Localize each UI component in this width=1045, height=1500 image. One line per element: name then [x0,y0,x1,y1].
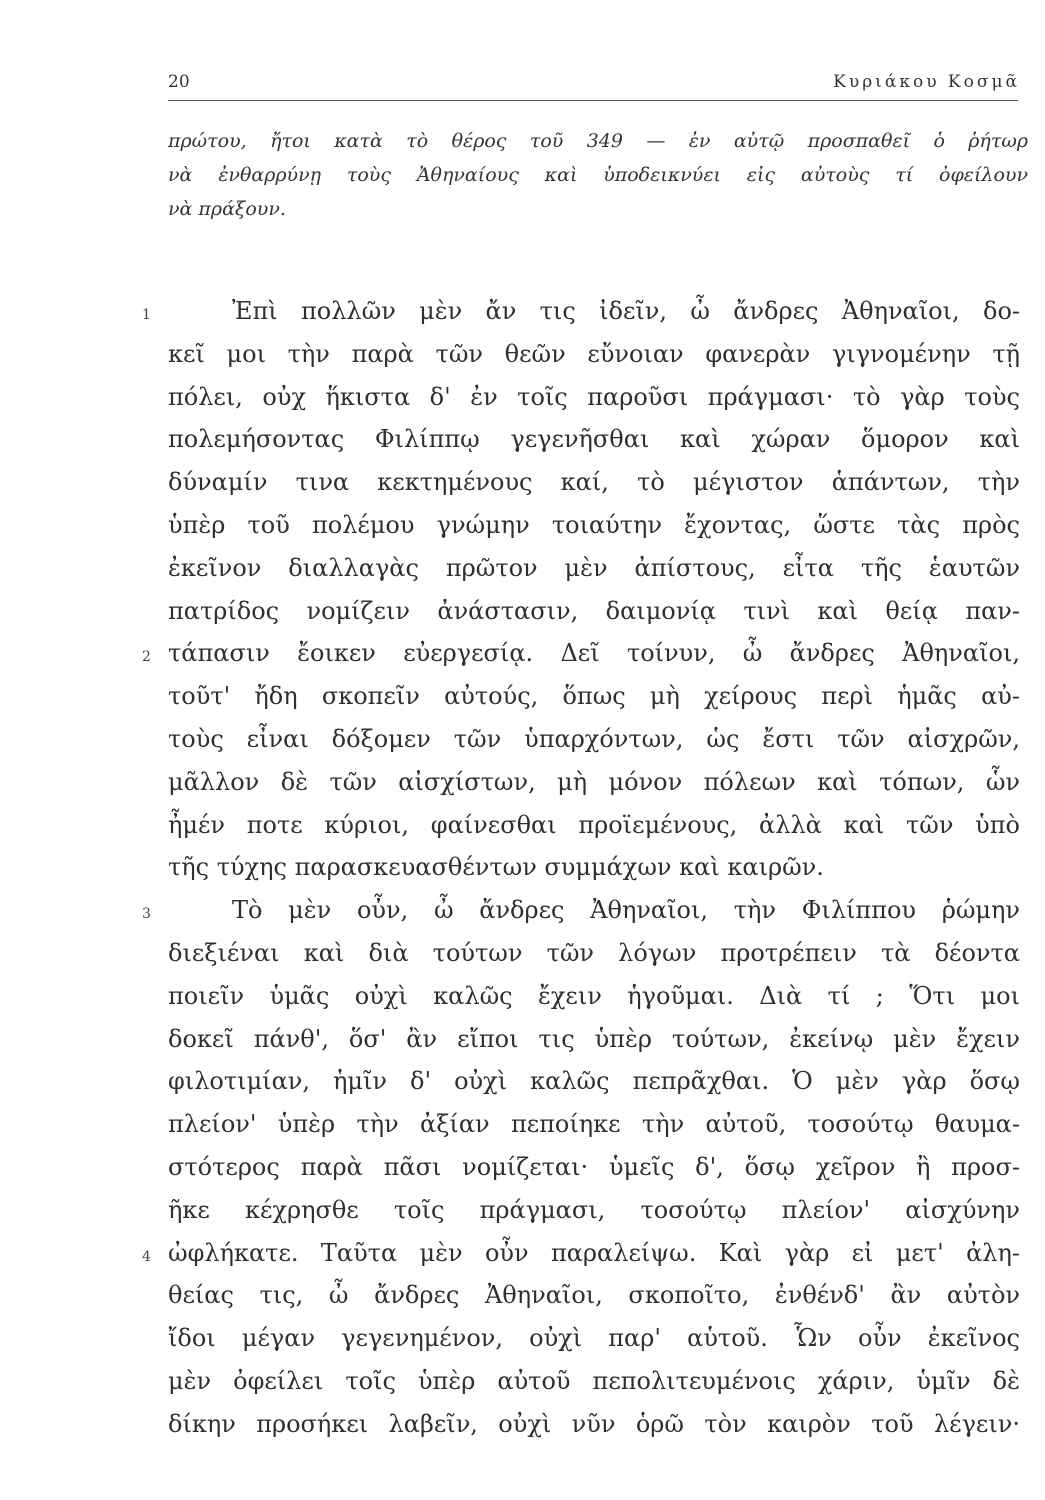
section-number: 1 [142,307,151,323]
summary-line: νὰ ἐνθαρρύνῃ τοὺς Ἀθηναίους καὶ ὑποδεικνύει εἰς αὐτοὺς τί ὀφείλουν [168,164,1028,186]
text-line [142,632,1020,675]
text-line [168,1018,1020,1061]
text-line-content: στότερος παρὰ πᾶσι νομίζεται· ὑμεῖς δ', ὅσῳ χεῖρον ἢ προσ- [168,1152,1020,1181]
text-line [168,846,1020,889]
text-line [168,718,1020,761]
text-line [168,1317,1020,1360]
text-line-content: πατρίδος νομίζειν ἀνάστασιν, δαιμονίᾳ τινὶ καὶ θείᾳ παν- [168,596,1020,625]
text-line [168,1403,1020,1446]
text-line-content: θείας τις, ὦ ἄνδρες Ἀθηναῖοι, σκοποῖτο, ἐνθένδ' ἂν αὐτὸν [168,1281,1020,1310]
text-line-content: δοκεῖ πάνθ', ὅσ' ἂν εἴποι τις ὑπὲρ τούτων, ἐκείνῳ μὲν ἔχειν [168,1024,1020,1053]
text-line [168,975,1020,1018]
text-line [168,1360,1020,1403]
text-line [168,547,1020,590]
text-line [168,504,1020,547]
text-line-content: μᾶλλον δὲ τῶν αἰσχίστων, μὴ μόνον πόλεων καὶ τόπων, ὧν [168,767,1020,796]
text-line-content: πόλει, οὐχ ἥκιστα δ' ἐν τοῖς παροῦσι πράγμασι· τὸ γὰρ τοὺς [168,382,1020,411]
text-line-content: τάπασιν ἔοικεν εὐεργεσίᾳ. Δεῖ τοίνυν, ὦ ἄνδρες Ἀθηναῖοι, [168,639,1020,668]
text-line-content: ῆκε κέχρησθε τοῖς πράγμασι, τοσούτῳ πλείον' αἰσχύνην [168,1195,1020,1224]
text-line [168,1189,1020,1232]
text-line-content: ποιεῖν ὑμᾶς οὐχὶ καλῶς ἔχειν ἡγοῦμαι. Διὰ τί ; Ὅτι μοι [168,981,1020,1010]
text-line-content: τοὺς εἶναι δόξομεν τῶν ὑπαρχόντων, ὡς ἔστι τῶν αἰσχρῶν, [168,724,1020,753]
text-line-content: τοῦτ' ἤδη σκοπεῖν αὐτούς, ὅπως μὴ χείρους περὶ ἡμᾶς αὐ- [168,682,1020,711]
text-line-content: πλείον' ὑπὲρ τὴν ἀξίαν πεποίηκε τὴν αὐτοῦ, τοσούτῳ θαυμα- [168,1110,1020,1139]
section-number: 3 [142,906,151,923]
page-number: 20 [168,72,190,92]
text-line-content: τῆς τύχης παρασκευασθέντων συμμάχων καὶ καιρῶν. [168,853,824,882]
text-line [168,376,1020,419]
text-line-content: ἴδοι μέγαν γεγενημένον, οὐχὶ παρ' αὑτοῦ. Ὧν οὖν ἐκεῖνος [168,1324,1020,1353]
text-line [168,1274,1020,1317]
text-line-content: ἐκεῖνον διαλλαγὰς πρῶτον μὲν ἀπίστους, εἶτα τῆς ἑαυτῶν [168,553,1020,582]
text-line [168,761,1020,804]
running-head: Κυριάκου Κοσμᾶ [833,72,1020,92]
text-line [168,1146,1020,1189]
text-line-content: κεῖ μοι τὴν παρὰ τῶν θεῶν εὔνοιαν φανερὰν γιγνομένην τῇ [168,339,1020,368]
text-line [142,889,1020,932]
text-line [168,1103,1020,1146]
summary-paragraph [168,124,1028,226]
text-line [168,418,1020,461]
text-line-content: ἦμέν ποτε κύριοι, φαίνεσθαι προϊεμένους, ἀλλὰ καὶ τῶν ὑπὸ [168,810,1020,839]
summary-line: πρώτου, ἤτοι κατὰ τὸ θέρος τοῦ 349 — ἐν αὐτῷ προσπαθεῖ ὁ ῥήτωρ [168,130,1028,152]
text-line [168,675,1020,718]
header-rule [168,100,1018,101]
text-line-content: φιλοτιμίαν, ἡμῖν δ' οὐχὶ καλῶς πεπρᾶχθαι. Ὁ μὲν γὰρ ὅσῳ [168,1067,1020,1096]
text-line [168,804,1020,847]
text-line [142,290,1020,333]
text-line [168,1060,1020,1103]
section-number: 2 [142,649,151,666]
summary-line: νὰ πράξουν. [168,198,286,220]
text-line [168,333,1020,376]
text-line-content: Ἐπὶ πολλῶν μὲν ἄν τις ἰδεῖν, ὦ ἄνδρες Ἀθηναῖοι, δο- [232,297,1020,325]
text-line [142,1232,1020,1275]
section-number: 4 [142,1248,151,1265]
main-text [142,290,1020,1446]
text-line-content: διεξιέναι καὶ διὰ τούτων τῶν λόγων προτρέπειν τὰ δέοντα [168,938,1020,967]
text-line-content: ὠφλήκατε. Ταῦτα μὲν οὖν παραλείψω. Καὶ γὰρ εἰ μετ' ἀλη- [168,1238,1020,1267]
text-line [168,461,1020,504]
text-line-content: πολεμήσοντας Φιλίππῳ γεγενῆσθαι καὶ χώραν ὅμορον καὶ [168,425,1020,454]
text-line-content: μὲν ὀφείλει τοῖς ὑπὲρ αὐτοῦ πεπολιτευμένοις χάριν, ὑμῖν δὲ [168,1366,1020,1395]
text-line [168,932,1020,975]
page-header [168,72,1020,100]
text-line-content: Τὸ μὲν οὖν, ὦ ἄνδρες Ἀθηναῖοι, τὴν Φιλίππου ῥώμην [232,896,1020,925]
text-line [168,590,1020,633]
text-line-content: δύναμίν τινα κεκτημένους καί, τὸ μέγιστον ἁπάντων, τὴν [168,468,1020,497]
text-line-content: ὑπὲρ τοῦ πολέμου γνώμην τοιαύτην ἔχοντας, ὥστε τὰς πρὸς [168,510,1020,539]
text-line-content: δίκην προσήκει λαβεῖν, οὐχὶ νῦν ὁρῶ τὸν καιρὸν τοῦ λέγειν· [168,1409,1020,1438]
